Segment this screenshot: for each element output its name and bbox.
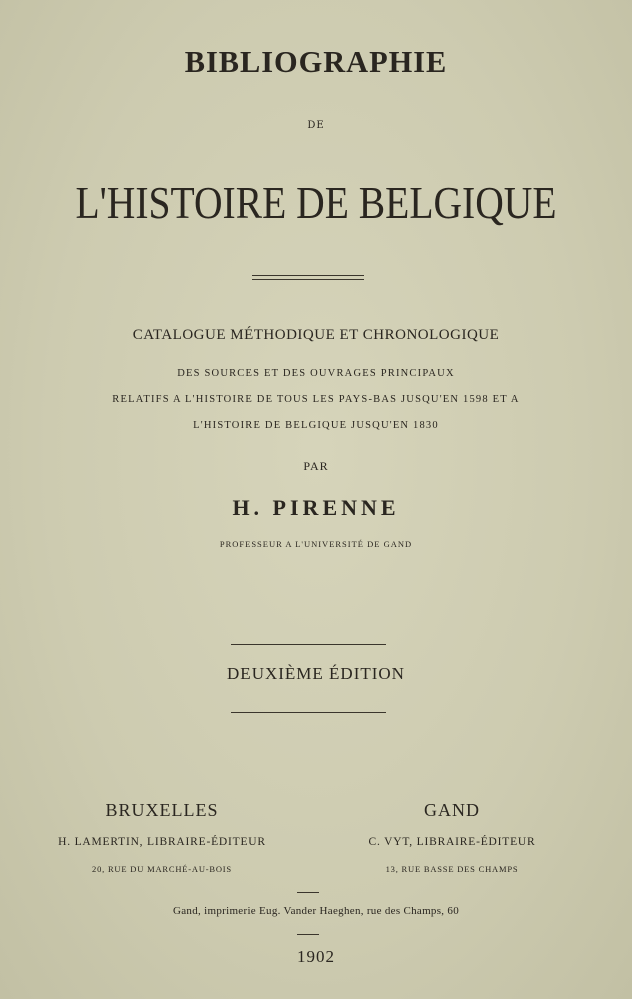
- title-divider-bottom: [252, 279, 364, 280]
- publisher-address-bruxelles: 20, RUE DU MARCHÉ-AU-BOIS: [92, 864, 232, 874]
- edition-rule-bottom: [231, 712, 386, 713]
- printer-rule-top: [297, 892, 319, 893]
- publisher-name-bruxelles: H. LAMERTIN, LIBRAIRE-ÉDITEUR: [58, 836, 266, 848]
- edition-rule-top: [231, 644, 386, 645]
- title-line-2: L'HISTOIRE DE BELGIQUE: [75, 177, 557, 228]
- publication-year: 1902: [297, 947, 335, 966]
- subtitle-line-2: DES SOURCES ET DES OUVRAGES PRINCIPAUX: [177, 368, 455, 379]
- title-connector: DE: [307, 120, 325, 131]
- author-name: H. PIRENNE: [232, 495, 400, 520]
- publisher-name-gand: C. VYT, LIBRAIRE-ÉDITEUR: [368, 836, 536, 848]
- subtitle-line-4: L'HISTOIRE DE BELGIQUE JUSQU'EN 1830: [193, 420, 439, 431]
- title-line-1: BIBLIOGRAPHIE: [184, 44, 448, 79]
- subtitle-line-3: RELATIFS A L'HISTOIRE DE TOUS LES PAYS-BAS JUSQU'EN 1598 ET A: [112, 394, 520, 405]
- by-label: PAR: [303, 459, 329, 473]
- title-divider-top: [252, 275, 364, 276]
- publisher-address-gand: 13, RUE BASSE DES CHAMPS: [385, 864, 519, 874]
- author-title: PROFESSEUR A L'UNIVERSITÉ DE GAND: [219, 539, 413, 549]
- publisher-city-gand: GAND: [424, 800, 480, 820]
- publisher-city-bruxelles: BRUXELLES: [105, 800, 219, 820]
- edition: DEUXIÈME ÉDITION: [227, 664, 405, 683]
- subtitle: CATALOGUE MÉTHODIQUE ET CHRONOLOGIQUE: [132, 327, 500, 343]
- printer-rule-bottom: [297, 934, 319, 935]
- printer-line: Gand, imprimerie Eug. Vander Haeghen, rue des Champs, 60: [172, 905, 460, 917]
